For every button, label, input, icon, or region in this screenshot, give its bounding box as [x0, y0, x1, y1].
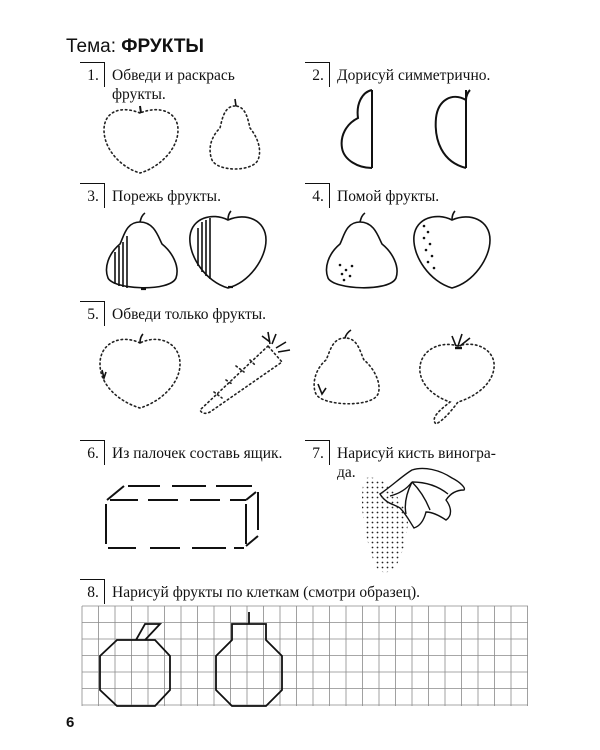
task-instruction: Из палочек составь ящик.	[112, 445, 283, 462]
task-8-grid[interactable]	[82, 606, 528, 706]
task-1-pear-stem	[235, 99, 236, 106]
theme-name: ФРУКТЫ	[121, 36, 205, 57]
task-number: 3.	[87, 188, 99, 205]
task-8-sample-pear	[216, 612, 282, 706]
task-instruction: Дорисуй симметрично.	[337, 67, 491, 84]
task-instruction: Помой фрукты.	[337, 188, 440, 205]
task-5-carrot[interactable]	[200, 346, 282, 413]
task-instruction: Порежь фрукты.	[112, 188, 221, 205]
task-instruction-cont: фрукты.	[112, 86, 166, 103]
task-5-pear-stem	[345, 330, 351, 338]
task-number: 1.	[87, 67, 99, 84]
task-2-half-apple[interactable]	[342, 90, 372, 168]
task-5-pear[interactable]	[314, 338, 379, 404]
task-number: 4.	[312, 188, 324, 205]
task-4-pear[interactable]	[327, 213, 398, 288]
task-1-apple-outline[interactable]	[104, 110, 178, 173]
task-instruction: Обведи только фрукты.	[112, 306, 267, 323]
task-5-apple[interactable]	[100, 339, 180, 408]
theme-label: Тема:	[66, 36, 117, 57]
task-5-radish[interactable]	[420, 344, 494, 424]
task-number: 2.	[312, 67, 324, 84]
task-6-sticks[interactable]	[106, 486, 258, 548]
task-2-half-pear[interactable]	[436, 90, 470, 168]
task-instruction: Нарисуй кисть виногра-	[337, 445, 496, 462]
task-4-apple-spots	[423, 225, 436, 270]
task-number: 5.	[87, 306, 99, 323]
task-number: 8.	[87, 584, 99, 601]
task-number: 7.	[312, 445, 324, 462]
task-number: 6.	[87, 445, 99, 462]
task-instruction-cont: да.	[337, 464, 356, 481]
task-instruction: Обведи и раскрась	[112, 67, 235, 84]
task-8-sample-apple	[100, 624, 170, 706]
task-1-apple-stem	[140, 106, 141, 113]
task-1-pear-outline[interactable]	[210, 106, 260, 169]
page-number: 6	[66, 714, 75, 731]
task-instruction: Нарисуй фрукты по клеткам (смотри образец).	[112, 584, 421, 601]
task-5-carrot-top	[262, 332, 290, 352]
task-4-pear-spots	[339, 264, 354, 282]
task-3-apple[interactable]	[190, 211, 266, 288]
task-3-pear[interactable]	[107, 213, 178, 288]
